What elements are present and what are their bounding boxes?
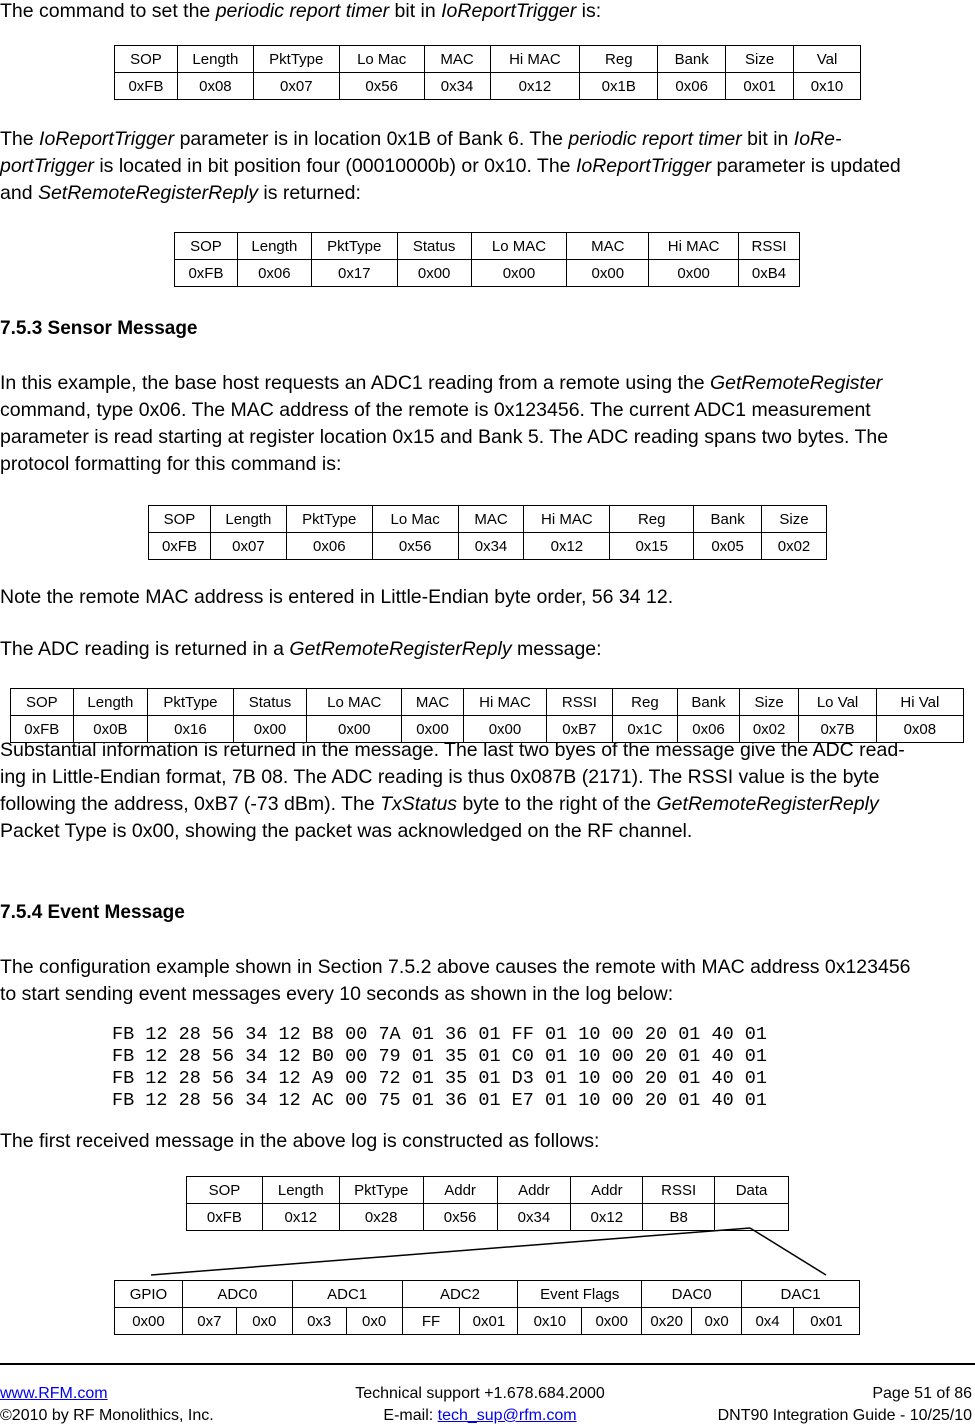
value-cell: 0x07 bbox=[253, 73, 339, 100]
data-field-table bbox=[114, 1280, 860, 1335]
value-cell: 0x56 bbox=[339, 73, 424, 100]
header-cell: Hi MAC bbox=[463, 689, 546, 716]
value-cell: 0x01 bbox=[726, 73, 794, 100]
value-cell: 0x00 bbox=[397, 260, 471, 287]
endian-note: Note the remote MAC address is entered in Little-Endian byte order, 56 34 12. bbox=[0, 586, 674, 608]
log-breakdown-intro: The first received message in the above log is constructed as follows: bbox=[0, 1130, 600, 1152]
value-cell: 0xB7 bbox=[547, 716, 613, 743]
header-cell: ADC1 bbox=[292, 1281, 402, 1308]
header-cell: PktType bbox=[339, 1177, 423, 1204]
value-cell: 0xFB bbox=[175, 260, 238, 287]
header-cell: SOP bbox=[175, 233, 238, 260]
header-cell: PktType bbox=[253, 46, 339, 73]
intro-text: The command to set the periodic report timer bit in IoReportTrigger is: bbox=[0, 0, 602, 22]
value-cell: 0x00 bbox=[402, 716, 464, 743]
value-cell: 0x3 bbox=[292, 1308, 346, 1335]
value-cell: 0xFB bbox=[115, 73, 178, 100]
header-cell: Addr bbox=[497, 1177, 571, 1204]
log-line: FB 12 28 56 34 12 A9 00 72 01 35 01 D3 01 10 00 20 01 40 01 bbox=[112, 1068, 768, 1089]
footer-email-link[interactable]: tech_sup@rfm.com bbox=[437, 1407, 577, 1424]
log-line: FB 12 28 56 34 12 AC 00 75 01 36 01 E7 01 10 00 20 01 40 01 bbox=[112, 1090, 768, 1111]
value-cell: 0xB4 bbox=[739, 260, 800, 287]
value-cell: 0x16 bbox=[148, 716, 234, 743]
header-cell: Length bbox=[210, 506, 286, 533]
header-cell: Length bbox=[262, 1177, 339, 1204]
footer-rule bbox=[0, 1363, 975, 1365]
value-cell: 0x20 bbox=[642, 1308, 692, 1335]
value-cell: 0x07 bbox=[210, 533, 286, 560]
header-cell: MAC bbox=[402, 689, 464, 716]
header-cell: SOP bbox=[11, 689, 74, 716]
connector-line-right bbox=[750, 1228, 826, 1275]
header-cell: PktType bbox=[148, 689, 234, 716]
header-cell: Length bbox=[177, 46, 253, 73]
value-cell: 0x00 bbox=[307, 716, 402, 743]
value-cell: FF bbox=[402, 1308, 460, 1335]
header-cell: DAC1 bbox=[742, 1281, 860, 1308]
footer-support: Technical support +1.678.684.2000 bbox=[355, 1385, 605, 1402]
value-cell: 0x00 bbox=[115, 1308, 183, 1335]
value-cell: 0x12 bbox=[571, 1204, 643, 1231]
header-cell: Hi MAC bbox=[524, 506, 610, 533]
value-cell: 0x34 bbox=[458, 533, 524, 560]
value-cell: 0x34 bbox=[424, 73, 490, 100]
header-cell: Bank bbox=[694, 506, 762, 533]
header-cell: Lo Val bbox=[799, 689, 876, 716]
value-cell: 0x1B bbox=[580, 73, 658, 100]
get-register-table bbox=[148, 505, 827, 560]
log-line: FB 12 28 56 34 12 B0 00 79 01 35 01 C0 01 10 00 20 01 40 01 bbox=[112, 1046, 768, 1067]
value-cell: 0x7B bbox=[799, 716, 876, 743]
header-cell: Reg bbox=[610, 506, 694, 533]
value-cell: 0x10 bbox=[518, 1308, 582, 1335]
header-cell: Addr bbox=[571, 1177, 643, 1204]
header-cell: Data bbox=[715, 1177, 789, 1204]
header-cell: Bank bbox=[658, 46, 726, 73]
value-cell: 0xFB bbox=[11, 716, 74, 743]
value-cell: 0x0 bbox=[236, 1308, 292, 1335]
footer-email-label: E-mail: bbox=[383, 1407, 438, 1424]
value-cell: 0x00 bbox=[649, 260, 739, 287]
header-cell: Lo MAC bbox=[307, 689, 402, 716]
value-cell: 0x06 bbox=[286, 533, 372, 560]
value-cell: 0xFB bbox=[149, 533, 211, 560]
value-cell: 0x56 bbox=[372, 533, 458, 560]
value-cell: 0x06 bbox=[237, 260, 311, 287]
header-cell: SOP bbox=[115, 46, 178, 73]
footer-page-number: Page 51 of 86 bbox=[872, 1385, 972, 1402]
value-cell: 0x15 bbox=[610, 533, 694, 560]
value-cell: 0x1C bbox=[612, 716, 678, 743]
header-cell: PktType bbox=[311, 233, 397, 260]
adc-explanation-text: Substantial information is returned in the message. The last two byes of the message give the ADC read- ing in Little-Endian format, 7B 08. The ADC reading is thus 0x087B (2171). The RSSI value is the byte following the address, 0xB7 (-73 dBm). The TxStatus byte to the right of the GetRemoteRegisterReply Packet Type is 0x00, showing the packet was acknowledged on the RF channel. bbox=[0, 739, 905, 842]
adc-reply-table bbox=[10, 688, 964, 743]
connector-line-left bbox=[151, 1228, 750, 1275]
footer-guide-title: DNT90 Integration Guide - 10/25/10 bbox=[717, 1407, 972, 1424]
header-cell: Status bbox=[233, 689, 307, 716]
header-cell: Size bbox=[762, 506, 827, 533]
header-cell: Reg bbox=[580, 46, 658, 73]
value-cell: 0x12 bbox=[262, 1204, 339, 1231]
event-packet-table bbox=[186, 1176, 789, 1231]
footer-left bbox=[0, 1383, 214, 1427]
value-cell bbox=[715, 1204, 789, 1231]
header-cell: ADC0 bbox=[182, 1281, 292, 1308]
header-cell: MAC bbox=[424, 46, 490, 73]
value-cell: 0x34 bbox=[497, 1204, 571, 1231]
value-cell: 0x02 bbox=[762, 533, 827, 560]
value-cell: 0x28 bbox=[339, 1204, 423, 1231]
header-cell: Lo Mac bbox=[339, 46, 424, 73]
header-cell: Lo MAC bbox=[471, 233, 567, 260]
value-cell: 0x4 bbox=[742, 1308, 794, 1335]
sensor-message-text: In this example, the base host requests an ADC1 reading from a remote using the GetRemoteRegister command, type 0x06. The MAC address of the remote is 0x123456. The current ADC1 measurement parameter is read starting at register location 0x15 and Bank 5. The ADC reading spans two bytes. The protocol formatting for this command is: bbox=[0, 372, 889, 475]
value-cell: 0x05 bbox=[694, 533, 762, 560]
header-cell: SOP bbox=[149, 506, 211, 533]
value-cell: 0x7 bbox=[182, 1308, 236, 1335]
event-log bbox=[112, 1024, 767, 1112]
value-cell: 0x17 bbox=[311, 260, 397, 287]
header-cell: Val bbox=[794, 46, 861, 73]
section-heading-sensor-message: 7.5.3 Sensor Message bbox=[0, 318, 198, 339]
header-cell: Addr bbox=[423, 1177, 497, 1204]
value-cell: 0x06 bbox=[658, 73, 726, 100]
log-line: FB 12 28 56 34 12 B8 00 7A 01 36 01 FF 01 10 00 20 01 40 01 bbox=[112, 1024, 768, 1045]
header-cell: Size bbox=[726, 46, 794, 73]
header-cell: RSSI bbox=[643, 1177, 715, 1204]
header-cell: RSSI bbox=[739, 233, 800, 260]
value-cell: 0x00 bbox=[582, 1308, 642, 1335]
value-cell: 0x0 bbox=[692, 1308, 742, 1335]
value-cell: 0x0B bbox=[73, 716, 148, 743]
footer-copyright: ©2010 by RF Monolithics, Inc. bbox=[0, 1407, 214, 1424]
value-cell: 0x12 bbox=[490, 73, 580, 100]
header-cell: SOP bbox=[187, 1177, 263, 1204]
header-cell: Length bbox=[73, 689, 148, 716]
header-cell: Reg bbox=[612, 689, 678, 716]
footer-center bbox=[330, 1383, 630, 1427]
value-cell: 0x00 bbox=[471, 260, 567, 287]
footer-website-link[interactable]: www.RFM.com bbox=[0, 1385, 108, 1402]
header-cell: Bank bbox=[678, 689, 740, 716]
reply-table bbox=[174, 232, 800, 287]
header-cell: Hi Val bbox=[876, 689, 963, 716]
value-cell: 0x0 bbox=[346, 1308, 402, 1335]
adc-reply-intro: The ADC reading is returned in a GetRemoteRegisterReply message: bbox=[0, 638, 602, 660]
value-cell: 0xFB bbox=[187, 1204, 263, 1231]
header-cell: GPIO bbox=[115, 1281, 183, 1308]
header-cell: ADC2 bbox=[402, 1281, 518, 1308]
value-cell: 0x10 bbox=[794, 73, 861, 100]
value-cell: 0x00 bbox=[463, 716, 546, 743]
header-cell: Length bbox=[237, 233, 311, 260]
value-cell: 0x12 bbox=[524, 533, 610, 560]
header-cell: DAC0 bbox=[642, 1281, 742, 1308]
header-cell: MAC bbox=[567, 233, 649, 260]
value-cell: 0x08 bbox=[177, 73, 253, 100]
value-cell: 0x06 bbox=[678, 716, 740, 743]
value-cell: 0x00 bbox=[567, 260, 649, 287]
header-cell: Size bbox=[739, 689, 799, 716]
value-cell: 0x56 bbox=[423, 1204, 497, 1231]
header-cell: Event Flags bbox=[518, 1281, 642, 1308]
header-cell: PktType bbox=[286, 506, 372, 533]
value-cell: 0x01 bbox=[460, 1308, 518, 1335]
value-cell: 0x02 bbox=[739, 716, 799, 743]
value-cell: B8 bbox=[643, 1204, 715, 1231]
set-timer-table bbox=[114, 45, 861, 100]
header-cell: Lo Mac bbox=[372, 506, 458, 533]
event-message-text: The configuration example shown in Section 7.5.2 above causes the remote with MAC address 0x123456 to start sending event messages every 10 seconds as shown in the log below: bbox=[0, 956, 911, 1005]
header-cell: Hi MAC bbox=[490, 46, 580, 73]
value-cell: 0x01 bbox=[794, 1308, 860, 1335]
header-cell: Hi MAC bbox=[649, 233, 739, 260]
value-cell: 0x00 bbox=[233, 716, 307, 743]
trigger-explanation-text: The IoReportTrigger parameter is in location 0x1B of Bank 6. The periodic report timer bit in IoRe- portTrigger is located in bit position four (00010000b) or 0x10. The IoReportTrigger parameter is updated and SetRemoteRegisterReply is returned: bbox=[0, 128, 901, 204]
footer-right bbox=[718, 1383, 972, 1427]
header-cell: RSSI bbox=[547, 689, 613, 716]
value-cell: 0x08 bbox=[876, 716, 963, 743]
section-heading-event-message: 7.5.4 Event Message bbox=[0, 902, 185, 923]
header-cell: MAC bbox=[458, 506, 524, 533]
header-cell: Status bbox=[397, 233, 471, 260]
